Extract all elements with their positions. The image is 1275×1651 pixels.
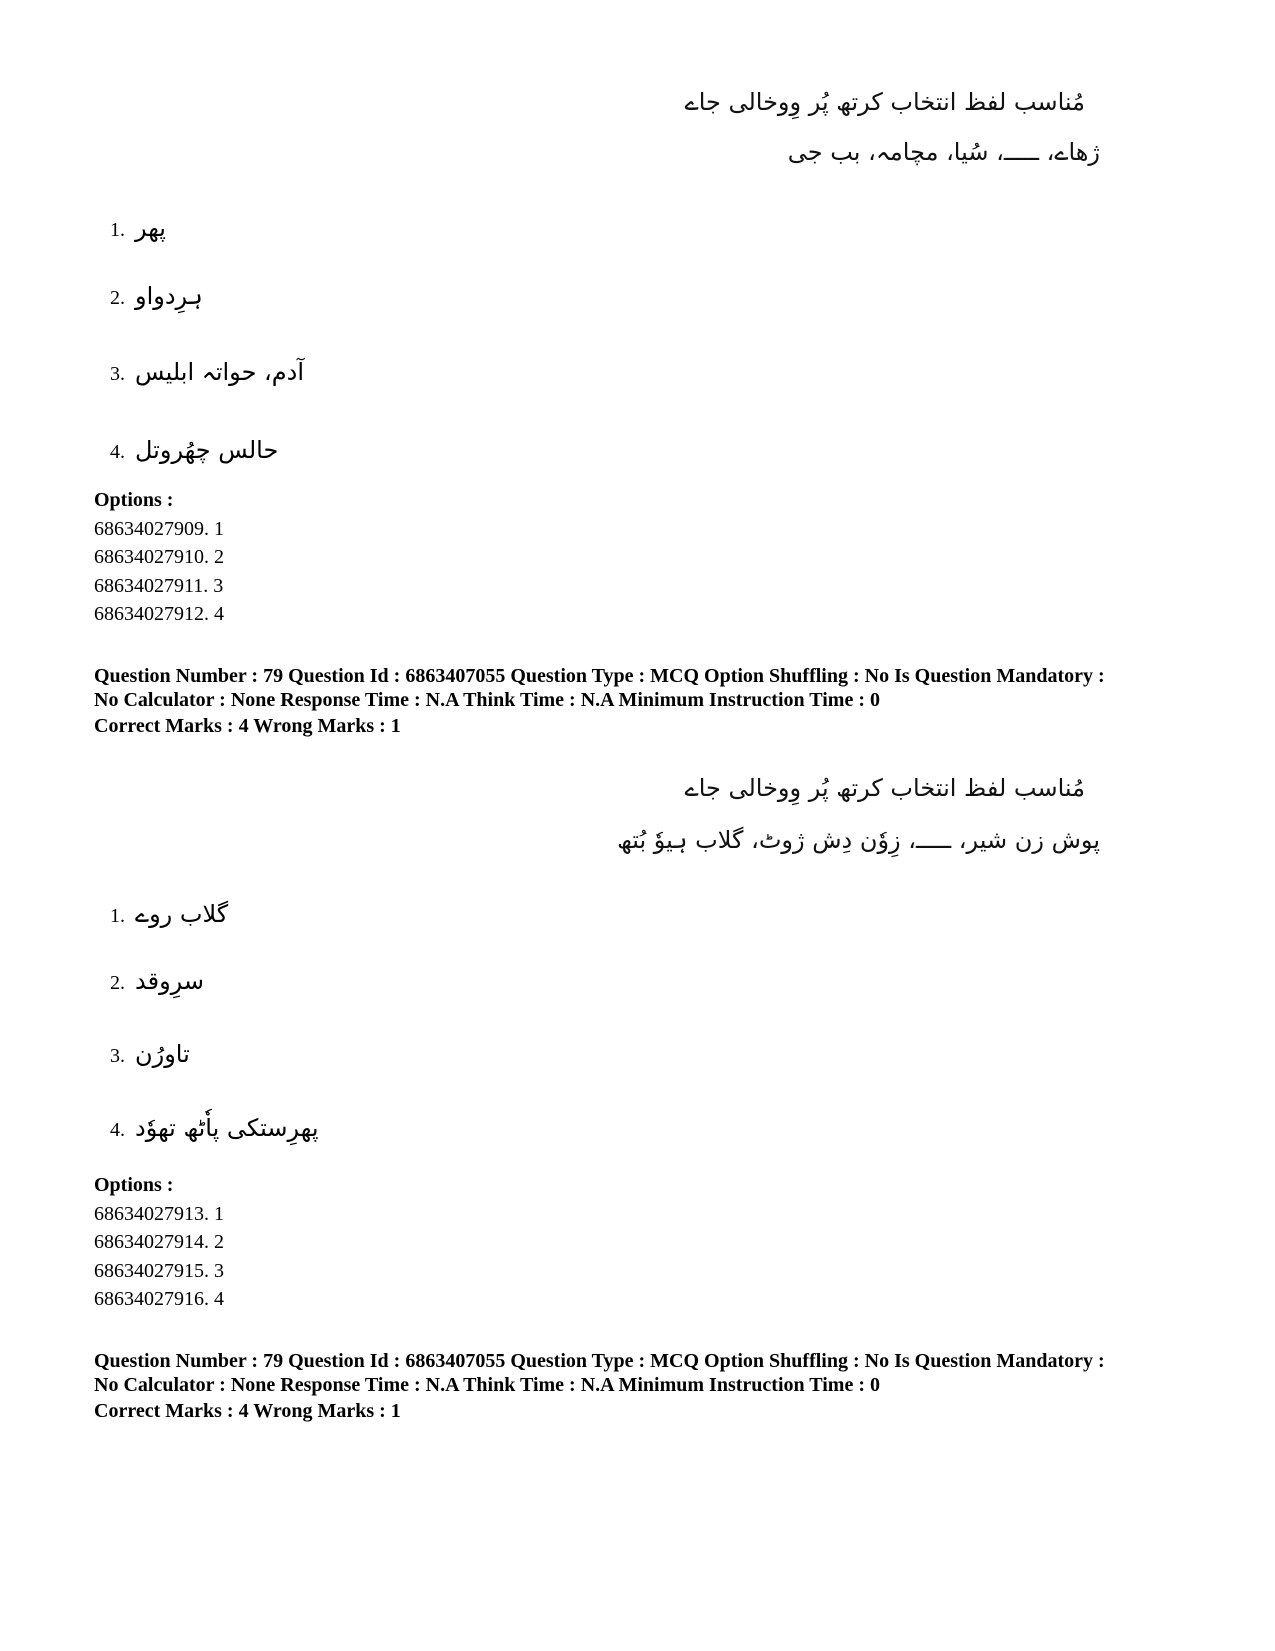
- q2-choice-1: 1. گلاب روے: [110, 900, 229, 928]
- q1-choice-4: 4. حالس چھُروتل: [110, 436, 279, 464]
- q2-choice-3: 3. تاورُن: [110, 1040, 190, 1068]
- q1-option-3: 68634027911. 3: [94, 574, 224, 597]
- meta-1-line-1: Question Number : 79 Question Id : 6863407055 Question Type : MCQ Option Shuffling : No Is Question Mandatory :: [94, 665, 1105, 687]
- meta-1-line-2: No Calculator : None Response Time : N.A Think Time : N.A Minimum Instruction Time : 0: [94, 689, 880, 711]
- q1-option-2: 68634027910. 2: [94, 546, 224, 568]
- q2-options-title: Options :: [94, 1174, 174, 1196]
- meta-2-line-1: Question Number : 79 Question Id : 6863407055 Question Type : MCQ Option Shuffling : No Is Question Mandatory :: [94, 1350, 1105, 1372]
- question-meta-1: [94, 664, 1204, 712]
- q2-choice-4: 4. پھرِستکی پاٗٹھ تھوٗد: [110, 1114, 319, 1142]
- q1-options: [94, 486, 224, 629]
- question-1-instruction: مُناسب لفظ انتخاب کرتھ پُر وِوخالی جاے: [684, 88, 1085, 116]
- q1-choice-3: 3. آدم، حواتہ ابلیس: [110, 358, 304, 386]
- marks-2: Correct Marks : 4 Wrong Marks : 1: [94, 1400, 401, 1422]
- q2-option-1: 68634027913. 1: [94, 1202, 224, 1225]
- q2-option-2: 68634027914. 2: [94, 1231, 224, 1253]
- q1-option-4: 68634027912. 4: [94, 603, 224, 625]
- q2-option-3: 68634027915. 3: [94, 1259, 224, 1282]
- question-1-sentence: ژھاے، ـــــ، سُیا، مچامہ، بب جی: [787, 138, 1100, 166]
- question-meta-2: [94, 1349, 1204, 1397]
- q2-options: [94, 1171, 224, 1314]
- q1-choice-1: 1. پھر: [110, 214, 166, 242]
- question-2-instruction: مُناسب لفظ انتخاب کرتھ پُر وِوخالی جاے: [684, 774, 1085, 802]
- question-2-sentence: پوش زن شیر، ـــــ، زِوٗن دِش ژوٹ، گلاب ہیوٗ بُتھ: [617, 826, 1100, 854]
- q1-choice-2: 2. ہرِدواو: [110, 282, 203, 310]
- meta-2-line-2: No Calculator : None Response Time : N.A Think Time : N.A Minimum Instruction Time : 0: [94, 1374, 880, 1396]
- marks-1: Correct Marks : 4 Wrong Marks : 1: [94, 715, 401, 737]
- q1-options-title: Options :: [94, 489, 174, 511]
- q1-option-1: 68634027909. 1: [94, 517, 224, 540]
- q2-option-4: 68634027916. 4: [94, 1288, 224, 1310]
- q2-choice-2: 2. سرِوقد: [110, 967, 205, 995]
